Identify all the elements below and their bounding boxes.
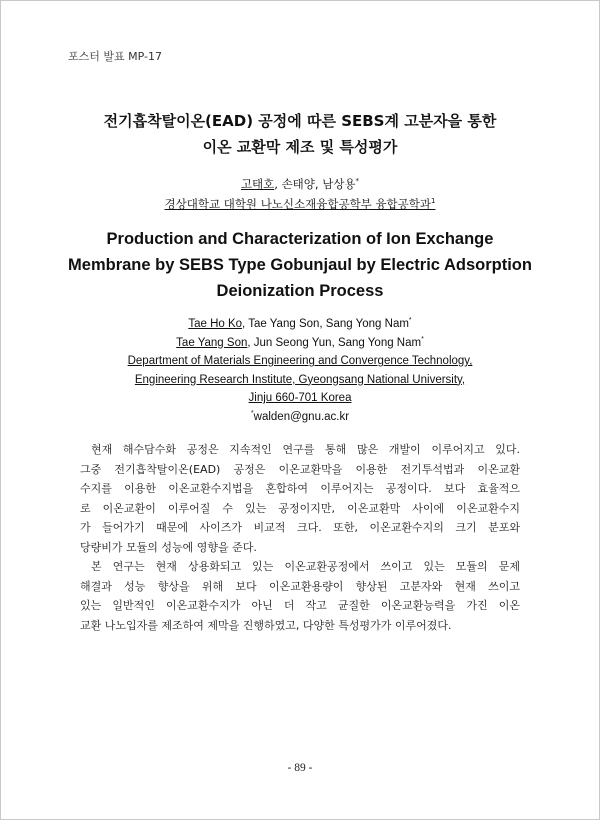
- english-author-line-1: [0, 315, 600, 334]
- page-number: - 89 -: [287, 762, 313, 774]
- english-title: [0, 226, 600, 304]
- coauthors-en-2: , Jun Seong Yun, Sang Yong Nam: [247, 336, 422, 349]
- korean-title-line-2: 이온 교환막 제조 및 특성평가: [202, 138, 398, 156]
- presenting-author-ko: 고태호: [240, 177, 275, 191]
- corresponding-mark-ko: *: [355, 177, 360, 186]
- author-en-2: Tae Yang Son: [176, 336, 248, 349]
- coauthors-en-1: , Tae Yang Son, Sang Yong Nam: [242, 318, 409, 330]
- coauthors-ko: , 손태양, 남상용: [274, 177, 356, 191]
- contact-email: walden@gnu.ac.kr: [253, 410, 350, 423]
- email-mark: *: [250, 410, 254, 418]
- english-author-line-2: [0, 334, 600, 353]
- english-title-line-1: Production and Characterization of Ion Exchange: [106, 230, 494, 248]
- english-author-block: [0, 315, 600, 427]
- korean-title-line-1: 전기흡착탈이온(EAD) 공정에 따른 SEBS계 고분자을 통한: [103, 112, 497, 130]
- abstract-paragraph-2: [80, 557, 520, 635]
- abstract-p2-line: 있는 일반적인 이온교환수지가 아닌 더 작고 균질한 이온교환능력을 가진 이온: [80, 599, 520, 612]
- abstract-body: [80, 440, 520, 635]
- english-title-line-3: Deionization Process: [216, 282, 384, 300]
- abstract-p2-line: 해결과 성능 향상을 위해 보다 이온교환용량이 향상된 고분자와 현재 쓰이고: [80, 579, 520, 593]
- english-title-line-2: Membrane by SEBS Type Gobunjaul by Electric Adsorption: [68, 256, 532, 274]
- abstract-p1-line: 그중 전기흡착탈이온(EAD) 공정은 이온교환막을 이용한 전기투석법과 이온교환: [80, 462, 520, 476]
- english-address: Jinju 660-701 Korea: [248, 392, 352, 405]
- affiliation-mark: 1: [431, 197, 436, 206]
- english-institute: Engineering Research Institute, Gyeongsang National University,: [134, 373, 466, 386]
- abstract-p2-line: 본 연구는 현재 상용화되고 있는 이온교환공정에서 쓰이고 있는 모듈의 문제: [91, 560, 520, 573]
- corresponding-mark-en-2: *: [421, 335, 424, 343]
- korean-affiliation-text: 경상대학교 대학원 나노신소재융합공학부 융합공학과: [164, 197, 431, 211]
- abstract-p1-line: 가 들어가기 때문에 사이즈가 비교적 크다. 또한, 이온교환수지의 크기 분포와: [80, 521, 520, 534]
- corresponding-mark-en-1: *: [408, 317, 412, 325]
- abstract-p1-line: 로 이온교환이 이루어질 수 있는 공정이지만, 이온교환막 사이에 이온교환수지: [80, 501, 520, 515]
- contact-email-line: [0, 408, 600, 427]
- abstract-p1-line: 수지를 이용한 이온교환수지법을 혼합하여 이루어지는 공정이다. 보다 효율적으: [80, 482, 520, 495]
- english-department: Department of Materials Engineering and Convergence Technology,: [127, 355, 473, 368]
- korean-title: [0, 108, 600, 160]
- presenting-author-en: Tae Ho Ko: [188, 318, 243, 330]
- session-tag: 포스터 발표 MP-17: [68, 50, 162, 63]
- korean-author-list: [0, 174, 600, 194]
- abstract-p2-line: 교환 나노입자를 제조하여 제막을 진행하였고, 다양한 특성평가가 이루어졌다.: [80, 618, 452, 632]
- korean-affiliation: [0, 194, 600, 214]
- korean-author-block: [0, 174, 600, 214]
- abstract-paragraph-1: [80, 440, 520, 557]
- abstract-p1-line: 현재 해수담수화 공정은 지속적인 연구를 통해 많은 개발이 이루어지고 있다.: [91, 443, 520, 456]
- abstract-p1-line: 당량비가 모듈의 성능에 영향을 준다.: [80, 540, 257, 554]
